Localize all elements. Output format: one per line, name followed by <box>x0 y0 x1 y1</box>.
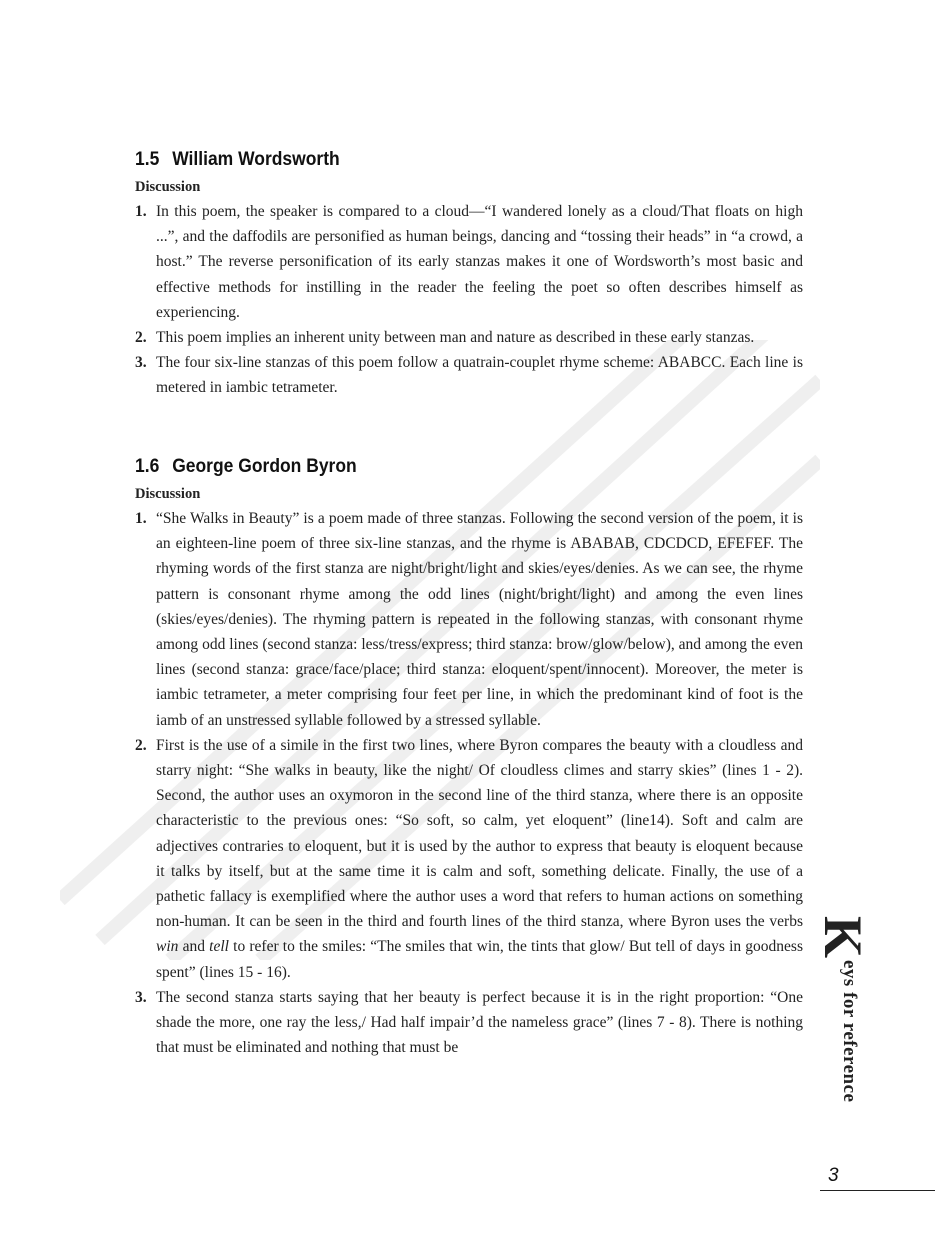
list-item <box>135 506 803 733</box>
section-number: 1.6 <box>135 456 160 477</box>
section-heading: William Wordsworth <box>172 149 340 170</box>
list-item <box>135 199 803 325</box>
section-title <box>135 148 750 172</box>
page-number-rule <box>820 1190 935 1191</box>
discussion-list <box>135 199 803 401</box>
list-item <box>135 985 803 1061</box>
item-text: to refer to the smiles: “The smiles that win, the tints that glow/ But tell of days in goodness spent” (lines 15 - 16). <box>156 938 803 981</box>
discussion-list <box>135 506 803 1060</box>
side-tab-label: eys for reference <box>839 960 860 1103</box>
item-text: “She Walks in Beauty” is a poem made of three stanzas. Following the second version of the poem, it is an eighteen-line poem of three six-line stanzas, and the rhyme is ABABAB, CDCDCD, EFEFEF. The rhyming words of the first stanza are night/bright/light and skies/eyes/denies. As we can see, the rhyme pattern is consonant rhyme among the odd lines (night/bright/light) and among the even lines (skies/eyes/denies). The rhyming pattern is repeated in the following stanzas, with consonant rhyme among odd lines (second stanza: less/tress/express; third stanza: brow/glow/below), and among the even lines (second stanza: grace/face/place; third stanza: eloquent/spent/innocent). Moreover, the meter is iambic tetrameter, a meter comprising four feet per line, in which the predominant kind of foot is the iamb of an unstressed syllable followed by a stressed syllable. <box>156 510 803 729</box>
item-number: 2. <box>135 736 147 754</box>
section-title <box>135 455 750 479</box>
section-byron <box>135 455 803 1060</box>
section-number: 1.5 <box>135 149 160 170</box>
item-number: 3. <box>135 354 147 372</box>
item-text: First is the use of a simile in the first two lines, where Byron compares the beauty with a cloudless and starry night: “She walks in beauty, like the night/ Of cloudless climes and starry skies” (lines 1 - 2). Second, the author uses an oxymoron in the second line of the third stanza, where there is an opposite characteristic to the previous ones: “So soft, so calm, yet eloquent” (line14). Soft and calm are adjectives contraries to eloquent, but it is used by the author to express that beauty is eloquent because it talks by itself, but at the same time it is calm and soft, something delicate. Finally, the use of a pathetic fallacy is exemplified where the author uses a word that refers to human actions on something non-human. It can be seen in the third and fourth lines of the third stanza, where Byron uses the verbs <box>156 736 803 931</box>
item-number: 1. <box>135 203 147 220</box>
emphasis-win: win <box>156 938 179 956</box>
item-text: In this poem, the speaker is compared to a cloud—“I wandered lonely as a cloud/That floats on high ...”, and the daffodils are personified as human beings, dancing and “tossing their heads” in “a crowd, a host.” The reverse personification of its early stanzas makes it one of Wordsworth’s most basic and effective methods for instilling in the reader the feeling the poet so often describes himself as experiencing. <box>156 203 803 321</box>
item-text: The second stanza starts saying that her beauty is perfect because it is in the right proportion: “One shade the more, one ray the less,/ Had half impair’d the nameless grace” (lines 7 - 8). There is nothing that must be eliminated and nothing that must be <box>156 988 803 1057</box>
item-text: The four six-line stanzas of this poem follow a quatrain-couplet rhyme scheme: ABABCC. Each line is metered in iambic tetrameter. <box>156 354 803 397</box>
item-text: and <box>178 938 210 956</box>
discussion-subheading: Discussion <box>135 486 201 502</box>
list-item <box>135 325 803 350</box>
discussion-subheading: Discussion <box>135 179 201 195</box>
item-number: 2. <box>135 329 147 347</box>
list-item <box>135 733 803 985</box>
item-text: This poem implies an inherent unity between man and nature as described in these early stanzas. <box>156 329 755 347</box>
side-tab-initial: K <box>813 916 873 959</box>
item-number: 1. <box>135 510 147 527</box>
list-item <box>135 350 803 400</box>
section-wordsworth <box>135 148 803 401</box>
page-number: 3 <box>828 1165 839 1186</box>
item-number: 3. <box>135 988 147 1006</box>
section-heading: George Gordon Byron <box>172 456 357 477</box>
emphasis-tell: tell <box>209 938 229 956</box>
